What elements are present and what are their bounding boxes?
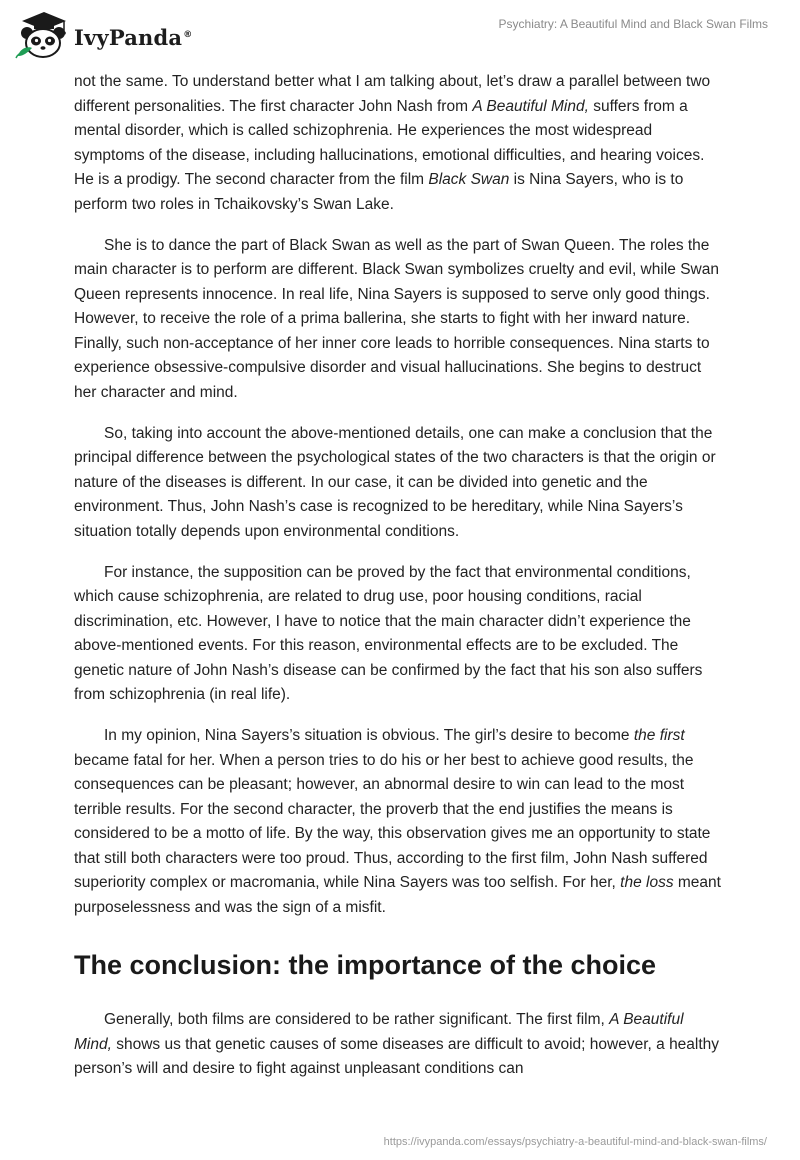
paragraph — [74, 422, 724, 545]
panda-graduate-logo-icon — [14, 8, 70, 62]
paragraph-text: became fatal for her. When a person tries to do his or her best to achieve good results, the consequences can be pleasant; however, an abnormal desire to win can lead to the most terrible results. For the second character, the proverb that the end justifies the means is considered to be a motto of life. By the way, this observation gives me an opportunity to state that still both characters were too proud. Thus, according to the first film, John Nash suffered superiority complex or macromania, while Nina Sayers was too selfish. For her, — [74, 751, 711, 891]
paragraph-text: meant purposelessness and was the sign of a misfit. — [74, 874, 721, 916]
emphasized-text: the first — [633, 727, 685, 744]
emphasized-text: Black Swan — [428, 171, 510, 188]
document-title: Psychiatry: A Beautiful Mind and Black Swan Films — [498, 17, 768, 31]
essay-body — [74, 70, 724, 1098]
paragraph — [74, 724, 724, 920]
paragraphs — [74, 70, 724, 920]
section-heading: The conclusion: the importance of the choice — [74, 950, 657, 980]
paragraph-text: Generally, both films are considered to be rather significant. The first film, — [104, 1011, 610, 1028]
brand-name — [74, 25, 192, 50]
emphasized-text: A Beautiful Mind, — [472, 97, 589, 115]
paragraph-text: not the same. To understand better what I am talking about, let’s draw a parallel between two different personalities. The first character John Nash from — [74, 73, 711, 115]
page-header — [0, 0, 800, 70]
paragraph — [74, 234, 724, 406]
emphasized-text: the loss — [620, 874, 674, 891]
brand-text: IvyPanda — [74, 24, 183, 50]
paragraph-text: is Nina Sayers, who is to perform two roles in Tchaikovsky’s Swan Lake. — [74, 171, 684, 213]
paragraph-text: suffers from a mental disorder, which is called schizophrenia. He experiences the most widespread symptoms of the disease, including hallucinations, emotional difficulties, and hearing voices. He is a prodigy. The second character from the film — [74, 97, 705, 188]
source-url[interactable]: https://ivypanda.com/essays/psychiatry-a-beautiful-mind-and-black-swan-films/ — [383, 1136, 767, 1148]
conclusion-paragraphs — [74, 1008, 724, 1082]
registered-mark: ® — [183, 29, 193, 40]
paragraph — [74, 70, 724, 217]
paragraph-text: shows us that genetic causes of some diseases are difficult to avoid; however, a healthy person’s will and desire to fight against unpleasant conditions can — [74, 1035, 720, 1077]
ivypanda-logo[interactable] — [14, 8, 192, 62]
emphasized-text: A Beautiful Mind, — [74, 1011, 684, 1053]
paragraph — [74, 1008, 724, 1082]
paragraph-text: So, taking into account the above-mentioned details, one can make a conclusion that the principal difference between the psychological states of the two characters is that the origin or nature of the diseases is different. In our case, it can be divided into genetic and the environment. Thus, John Nash’s case is recognized to be hereditary, while Nina Sayers’s situation totally depends upon environmental conditions. — [74, 424, 716, 540]
paragraph-text: She is to dance the part of Black Swan as well as the part of Swan Queen. The roles the main character is to perform are different. Black Swan symbolizes cruelty and evil, while Swan Queen represents innocence. In real life, Nina Sayers is supposed to serve only good things. However, to receive the role of a prima ballerina, she starts to fight with her inward nature. Finally, such non-acceptance of her inner core leads to horrible consequences. Nina starts to experience obsessive-compulsive disorder and visual hallucinations. She begins to destruct her character and mind. — [74, 236, 719, 401]
paragraph-text: For instance, the supposition can be proved by the fact that environmental conditions, which cause schizophrenia, are related to drug use, poor housing conditions, racial discrimination, etc. However, I have to notice that the main character didn’t experience the above-mentioned events. For this reason, environmental effects are to be excluded. The genetic nature of John Nash’s disease can be confirmed by the fact that his son also suffers from schizophrenia (in real life). — [74, 563, 703, 703]
paragraph-text: In my opinion, Nina Sayers’s situation is obvious. The girl’s desire to become — [104, 727, 634, 744]
paragraph — [74, 561, 724, 708]
